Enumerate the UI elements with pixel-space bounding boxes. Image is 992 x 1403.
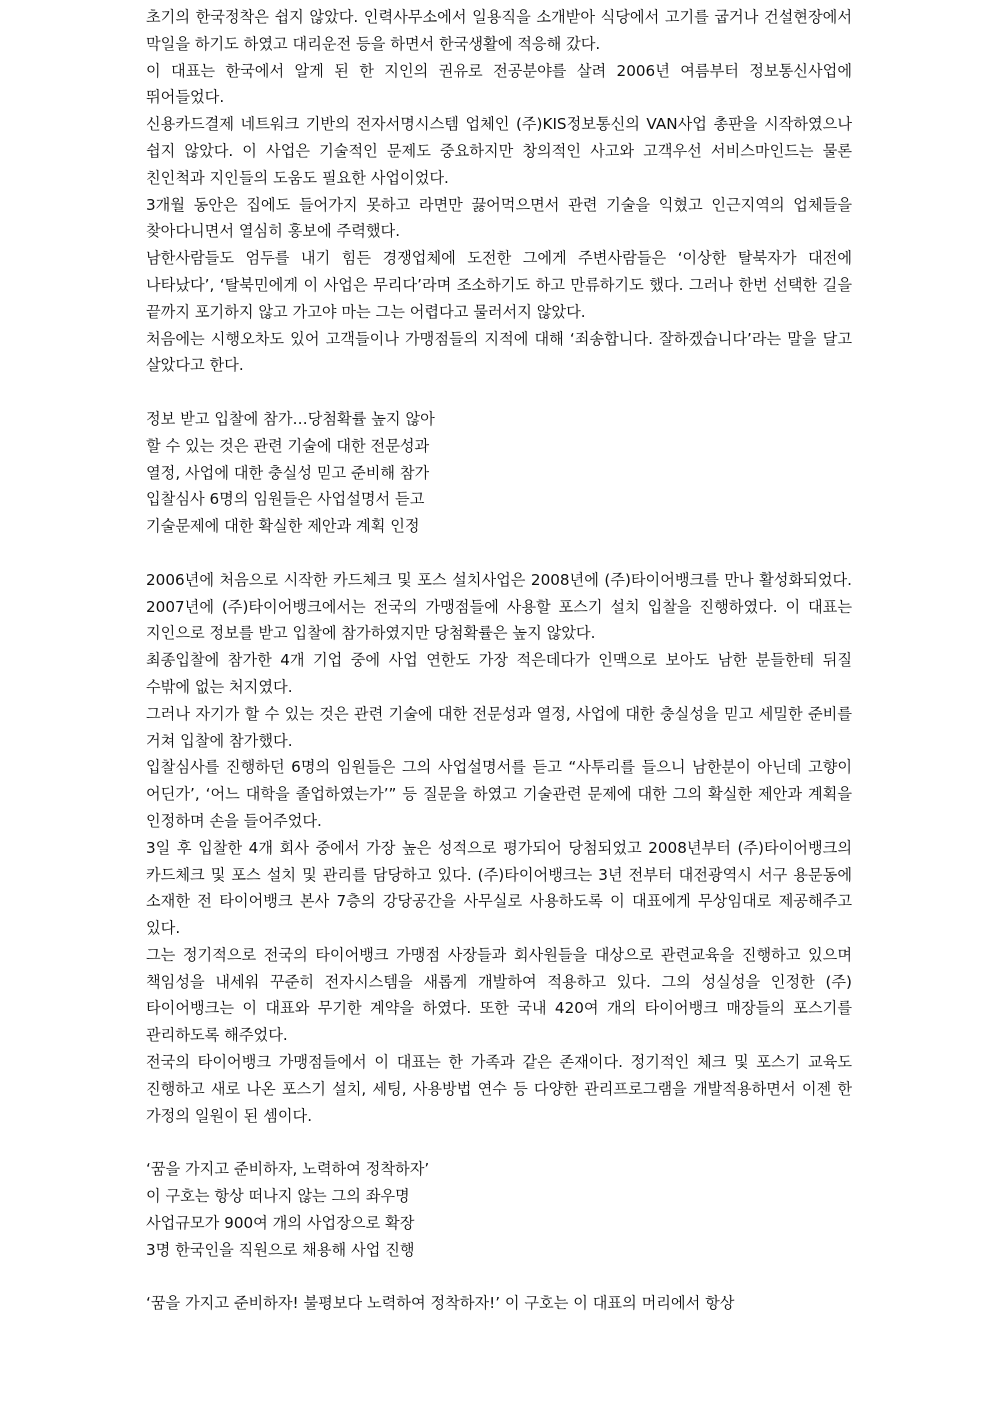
spacer (146, 1129, 852, 1156)
paragraph-selected: 3일 후 입찰한 4개 회사 중에서 가장 높은 성적으로 평가되어 당첨되었고 2008년부터 (주)타이어뱅크의 카드체크 및 포스 설치 및 관리를 담당하고 있다. (주)타이어뱅크는 3년 전부터 대전광역시 서구 용문동에 소재한 전 타이어뱅크 본사 7층의 강당공간을 사무실로 사용하도록 이 대표에게 무상임대로 제공해주고 있다. (146, 838, 852, 938)
article-body (146, 4, 852, 1317)
body-section (146, 567, 852, 1130)
subheading-line: 기술문제에 대한 확실한 제안과 계획 인정 (146, 517, 420, 536)
subheading-line: 입찰심사 6명의 임원들은 사업설명서 듣고 (146, 490, 425, 509)
paragraph-preparation: 그러나 자기가 할 수 있는 것은 관련 기술에 대한 전문성과 열정, 사업에 대한 충실성을 믿고 세밀한 준비를 거쳐 입찰에 참가했다. (146, 704, 852, 750)
paragraph-telecom-start: 이 대표는 한국에서 알게 된 한 지인의 권유로 전공분야를 살려 2006년 여름부터 정보통신사업에 뛰어들었다. (146, 61, 852, 107)
subheading-line: 할 수 있는 것은 관련 기술에 대한 전문성과 (146, 436, 430, 455)
spacer (146, 540, 852, 567)
paragraph-early-settlement: 초기의 한국정착은 쉽지 않았다. 인력사무소에서 일용직을 소개받아 식당에서 고기를 굽거나 건설현장에서 막일을 하기도 하였고 대리운전 등을 하면서 한국생활에 적응해 갔다. (146, 8, 852, 53)
paragraph-education: 그는 정기적으로 전국의 타이어뱅크 가맹점 사장들과 회사원들을 대상으로 관련교육을 진행하고 있으며 책임성을 내세워 꾸준히 전자시스템을 새롭게 개발하여 적용하고 있다. 그의 성실성을 인정한 (주)타이어뱅크는 이 대표와 무기한 계약을 하였다. 또한 국내 420여 개의 타이어뱅크 매장들의 포스기를 관리하도록 해주었다. (146, 945, 852, 1045)
subheading-line: ‘꿈을 가지고 준비하자, 노력하여 정착하자’ (146, 1160, 430, 1179)
paragraph-tirebank-bid: 2006년에 처음으로 시작한 카드체크 및 포스 설치사업은 2008년에 (주)타이어뱅크를 만나 활성화되었다. 2007년에 (주)타이어뱅크에서는 전국의 가맹점들에 사용할 포스기 설치 입찰을 진행하였다. 이 대표는 지인으로 정보를 받고 입찰에 참가하였지만 당첨확률은 높지 않았다. (146, 570, 852, 643)
paragraph-three-months: 3개월 동안은 집에도 들어가지 못하고 라면만 끓어먹으면서 관련 기술을 익혔고 인근지역의 업체들을 찾아다니면서 열심히 홍보에 주력했다. (146, 195, 852, 241)
paragraph-closing: ‘꿈을 가지고 준비하자! 불평보다 노력하여 정착하자!’ 이 구호는 이 대표의 머리에서 항상 (146, 1294, 735, 1313)
subheading-line: 사업규모가 900여 개의 사업장으로 확장 (146, 1213, 415, 1232)
paragraph-van-business: 신용카드결제 네트워크 기반의 전자서명시스템 업체인 (주)KIS정보통신의 VAN사업 총판을 시작하였으나 쉽지 않았다. 이 사업은 기술적인 문제도 중요하지만 창의적인 사고와 고객우선 서비스마인드는 물론 친인척과 지인들의 도움도 필요한 사업이었다. (146, 115, 852, 187)
paragraph-family: 전국의 타이어뱅크 가맹점들에서 이 대표는 한 가족과 같은 존재이다. 정기적인 체크 및 포스기 교육도 진행하고 새로 나온 포스기 설치, 세팅, 사용방법 연수 등 다양한 관리프로그램을 개발적용하면서 이젠 한 가정의 일원이 된 셈이다. (146, 1053, 852, 1125)
subheading-line: 정보 받고 입찰에 참가…당첨확률 높지 않아 (146, 409, 435, 428)
subheading-line: 열정, 사업에 대한 충실성 믿고 준비해 참가 (146, 463, 430, 482)
subheading-block-2 (146, 1156, 852, 1263)
spacer (146, 1263, 852, 1290)
intro-section (146, 4, 852, 379)
subheading-block-1 (146, 406, 852, 540)
subheading-line: 3명 한국인을 직원으로 채용해 사업 진행 (146, 1240, 415, 1259)
paragraph-review-board: 입찰심사를 진행하던 6명의 임원들은 그의 사업설명서를 듣고 “사투리를 들으니 남한분이 아닌데 고향이 어딘가’, ‘어느 대학을 졸업하였는가’” 등 질문을 하였고 기술관련 문제에 대한 그의 확실한 제안과 계획을 인정하며 손을 들어주었다. (146, 758, 852, 830)
paragraph-trial-error: 처음에는 시행오차도 있어 고객들이나 가맹점들의 지적에 대해 ‘죄송합니다. 잘하겠습니다’라는 말을 달고 살았다고 한다. (146, 329, 852, 375)
paragraph-four-companies: 최종입찰에 참가한 4개 기업 중에 사업 연한도 가장 적은데다가 인맥으로 보아도 남한 분들한테 뒤질 수밖에 없는 처지였다. (146, 651, 852, 696)
subheading-line: 이 구호는 항상 떠나지 않는 그의 좌우명 (146, 1187, 410, 1206)
spacer (146, 379, 852, 406)
paragraph-competition: 남한사람들도 엄두를 내기 힘든 경쟁업체에 도전한 그에게 주변사람들은 ‘이상한 탈북자가 대전에 나타났다’, ‘탈북민에게 이 사업은 무리다’라며 조소하기도 하고 만류하기도 했다. 그러나 한번 선택한 길을 끝까지 포기하지 않고 가고야 마는 그는 어렵다고 물러서지 않았다. (146, 249, 852, 321)
